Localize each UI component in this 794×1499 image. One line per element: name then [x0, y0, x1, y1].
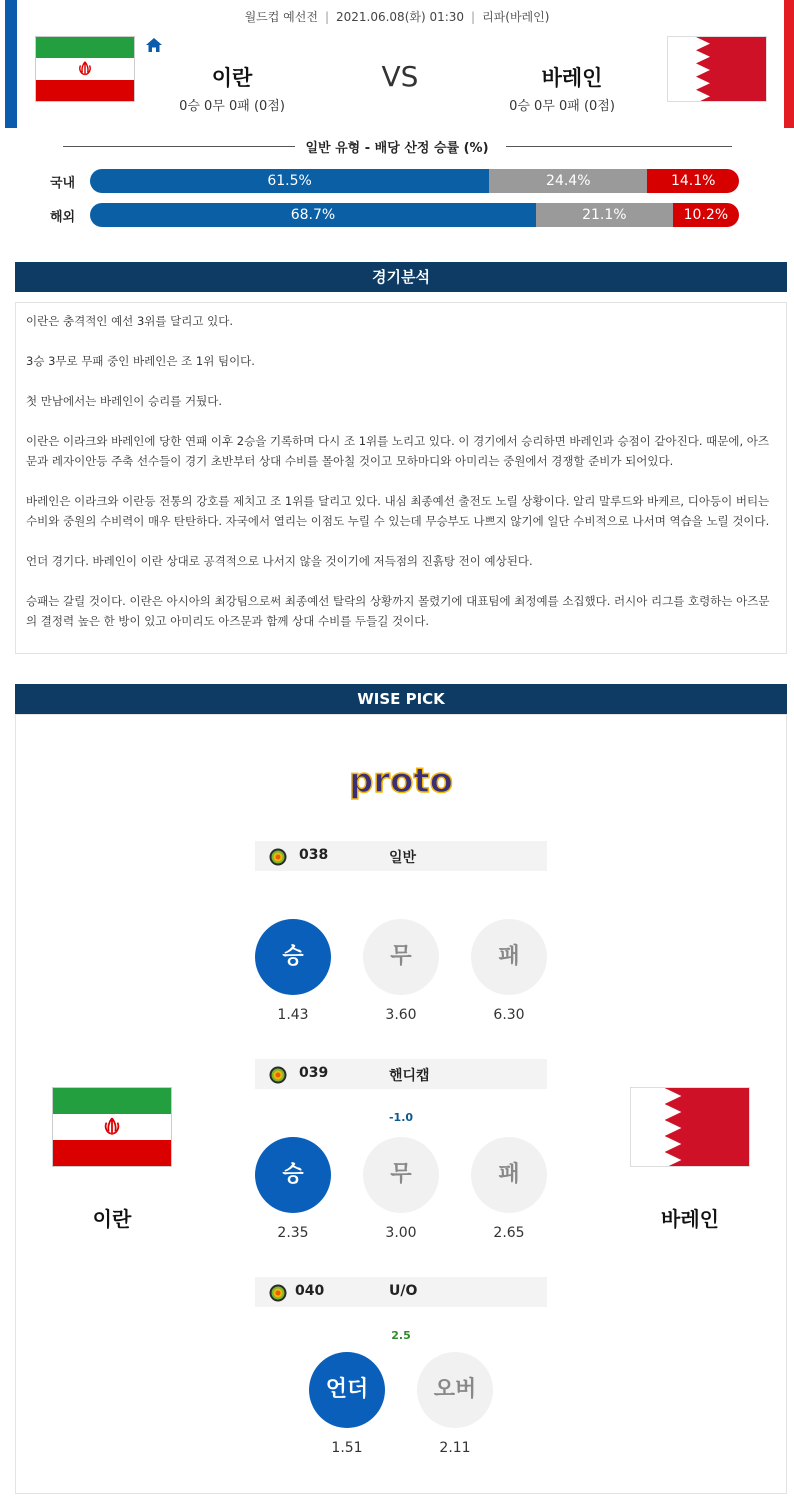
vs-label: VS: [381, 60, 419, 93]
odds-value: 1.43: [277, 1007, 309, 1023]
pick-draw-button[interactable]: 무: [363, 919, 439, 995]
iran-flag: [35, 36, 135, 102]
odds-row-label: 국내: [50, 176, 76, 191]
game-number: 040: [295, 1283, 325, 1299]
odds-value: 3.60: [385, 1007, 417, 1023]
win-rate-segment: 68.7%: [90, 203, 536, 227]
target-icon: [269, 848, 287, 866]
wise-pick-section-title: WISE PICK: [15, 684, 787, 714]
game-bar-038: [255, 841, 547, 871]
analysis-paragraph: 첫 만남에서는 바레인이 승리를 거뒀다.: [26, 394, 223, 408]
odds-title-rule-right: [506, 146, 732, 147]
analysis-paragraph: 승패는 갈릴 것이다. 이란은 아시아의 최강팀으로써 최종예선 탈락의 상황까지 몰렸기에 대표팀에 최정예를 소집했다. 러시아 리그를 호령하는 아즈문의 결정력 높은 한 방이 있고 아미리도 아즈문과 함께 상대 수비를 두들길 것이다.: [26, 594, 770, 628]
analysis-paragraph: 3승 3무로 무패 중인 바레인은 조 1위 팀이다.: [26, 354, 255, 368]
target-icon: [269, 1066, 287, 1084]
analysis-text-box: [15, 302, 787, 654]
away-team-name-large: 바레인: [661, 1207, 719, 1231]
game-number: 039: [299, 1065, 329, 1081]
match-venue: 리파(바레인): [482, 10, 550, 24]
iran-flag-large: [52, 1087, 172, 1167]
pick-lose-button[interactable]: 패: [471, 1137, 547, 1213]
target-icon: [269, 1284, 287, 1302]
odds-value: 2.11: [439, 1440, 471, 1456]
game-type: 일반: [389, 850, 417, 866]
draw-rate-segment: 24.4%: [489, 169, 647, 193]
analysis-paragraph: 이란은 충격적인 예선 3위를 달리고 있다.: [26, 314, 233, 328]
over-under-line: 2.5: [391, 1329, 411, 1342]
lose-rate-segment: 14.1%: [647, 169, 739, 193]
odds-bar: [90, 169, 739, 193]
proto-logo-text: proto: [348, 764, 454, 801]
home-icon: [145, 37, 163, 53]
pick-over-button[interactable]: 오버: [417, 1352, 493, 1428]
draw-rate-segment: 21.1%: [536, 203, 673, 227]
proto-logo: [338, 764, 464, 802]
home-team-name: 이란: [211, 66, 253, 90]
odds-value: 2.35: [277, 1225, 309, 1241]
analysis-paragraph: 언더 경기다. 바레인이 이란 상대로 공격적으로 나서지 않을 것이기에 저득점의 진흙탕 전이 예상된다.: [26, 554, 533, 568]
game-type: U/O: [389, 1283, 418, 1299]
bahrain-flag: [667, 36, 767, 102]
game-bar-039: [255, 1059, 547, 1089]
odds-rates-title: 일반 유형 - 배당 산정 승률 (%): [305, 141, 489, 156]
match-datetime: 2021.06.08(화) 01:30: [335, 10, 465, 24]
game-bar-040: [255, 1277, 547, 1307]
win-rate-segment: 61.5%: [90, 169, 489, 193]
away-team-record: 0승 0무 0패 (0점): [509, 99, 615, 114]
odds-row-overseas: [0, 203, 794, 227]
analysis-paragraph: 바레인은 이라크와 이란등 전통의 강호를 제치고 조 1위를 달리고 있다. 내심 최종예선 출전도 노릴 상황이다. 알리 말루드와 바케르, 디아등이 버티는 수비와 중원의 수비력이 매우 탄탄하다. 자국에서 열리는 이점도 누릴 수 있는데 무승부도 나쁘지 않기에 일단 수비적으로 나서며 역습을 노릴 것이다.: [26, 494, 770, 528]
home-team-name-large: 이란: [92, 1207, 132, 1231]
odds-value: 6.30: [493, 1007, 525, 1023]
match-header: [0, 0, 794, 130]
odds-value: 2.65: [493, 1225, 525, 1241]
pick-win-button[interactable]: 승: [255, 1137, 331, 1213]
home-team-record: 0승 0무 0패 (0점): [179, 99, 285, 114]
bahrain-flag-large: [630, 1087, 750, 1167]
game-type: 핸디캡: [389, 1068, 430, 1084]
pick-lose-button[interactable]: 패: [471, 919, 547, 995]
analysis-section-title: 경기분석: [15, 262, 787, 292]
analysis-paragraph: 이란은 이라크와 바레인에 당한 연패 이후 2승을 기록하며 다시 조 1위를 노리고 있다. 이 경기에서 승리하면 바레인과 승점이 같아진다. 때문에, 아즈문과 레자이안등 주축 선수들이 경기 초반부터 상대 수비를 몰아칠 것이고 모하마디와 아미리는 중원에서 경쟁할 준비가 되어있다.: [26, 434, 770, 468]
odds-row-label: 해외: [50, 210, 76, 225]
handicap-line: -1.0: [388, 1111, 414, 1124]
odds-value: 3.00: [385, 1225, 417, 1241]
away-team-name: 바레인: [541, 66, 603, 90]
league-name: 월드컵 예선전: [244, 10, 318, 24]
pick-draw-button[interactable]: 무: [363, 1137, 439, 1213]
odds-value: 1.51: [331, 1440, 363, 1456]
pick-win-button[interactable]: 승: [255, 919, 331, 995]
game-number: 038: [299, 847, 329, 863]
pick-under-button[interactable]: 언더: [309, 1352, 385, 1428]
odds-bar: [90, 203, 739, 227]
odds-row-domestic: [0, 169, 794, 193]
lose-rate-segment: 10.2%: [673, 203, 739, 227]
match-meta: 월드컵 예선전 | 2021.06.08(화) 01:30 | 리파(바레인): [244, 10, 550, 24]
